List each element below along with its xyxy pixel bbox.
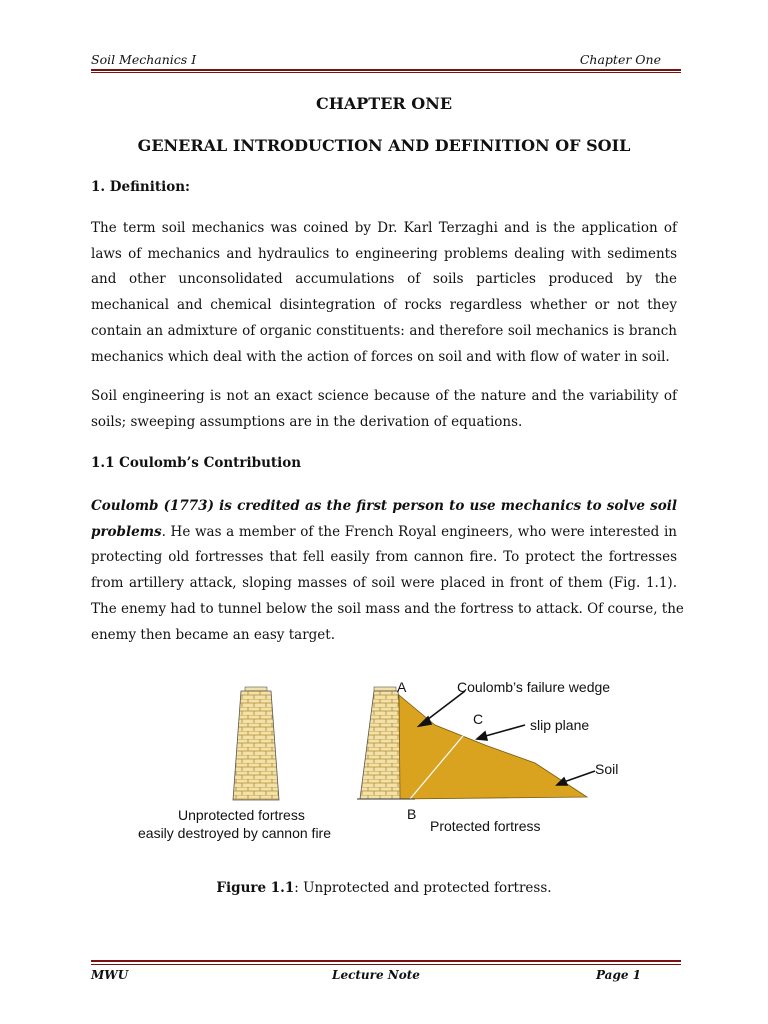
coulomb-paragraph	[91, 494, 684, 648]
footer-rule-thin	[91, 964, 681, 965]
text-line-emphasis: Coulomb (1773) is credited as the first person to use mechanics to solve soil	[91, 498, 677, 514]
text-line: The term soil mechanics was coined by Dr. Karl Terzaghi and is the application of	[91, 220, 677, 236]
text-line: from artillery attack, sloping masses of soil were placed in front of them (Fig. 1.1).	[91, 575, 677, 592]
text-line: mechanics which deal with the action of forces on soil and with flow of water in soil.	[91, 348, 670, 365]
protected-label: Protected fortress	[430, 818, 541, 834]
footer-page-number: Page 1	[595, 968, 641, 982]
figure-drawing	[125, 675, 645, 855]
point-b-label: B	[407, 806, 417, 822]
footer-rule	[91, 960, 681, 962]
header-rule-thin	[91, 72, 681, 73]
header-chapter: Chapter One	[579, 52, 661, 67]
point-a-label: A	[397, 679, 407, 695]
unprotected-label-1: Unprotected fortress	[178, 807, 305, 823]
emphasis-problems: problems	[91, 523, 162, 540]
slip-plane-label: slip plane	[530, 717, 590, 733]
page-header	[91, 52, 679, 68]
page-footer	[91, 968, 681, 984]
text-line: Soil engineering is not an exact science because of the nature and the variability of	[91, 388, 677, 404]
figure-caption-text: : Unprotected and protected fortress.	[294, 880, 552, 896]
text-line: and other unconsolidated accumulations of soils particles produced by the	[91, 271, 677, 288]
text-line	[91, 520, 677, 546]
header-course: Soil Mechanics I	[91, 52, 197, 67]
section-heading-coulomb: 1.1 Coulomb’s Contribution	[91, 455, 302, 471]
header-rule	[91, 69, 681, 71]
figure-fortress	[125, 675, 645, 855]
soil-engineering-paragraph	[91, 384, 677, 435]
soil-label: Soil	[595, 761, 619, 777]
text-line: contain an admixture of organic constituents: and therefore soil mechanics is branch	[91, 322, 677, 339]
footer-university: MWU	[91, 968, 129, 982]
figure-number: Figure 1.1	[216, 880, 295, 896]
text-line: soils; sweeping assumptions are in the derivation of equations.	[91, 413, 523, 430]
unprotected-fortress	[233, 687, 279, 800]
footer-doc-type: Lecture Note	[332, 968, 420, 982]
chapter-subtitle: GENERAL INTRODUCTION AND DEFINITION OF SOIL	[137, 136, 631, 155]
protected-fortress	[357, 687, 590, 799]
definition-paragraph	[91, 216, 677, 370]
text-line: protecting old fortresses that fell easily from cannon fire. To protect the fortresses	[91, 549, 677, 566]
failure-wedge-label: Coulomb’s failure wedge	[457, 679, 611, 695]
figure-caption	[0, 880, 768, 896]
unprotected-label-2: easily destroyed by cannon fire	[138, 825, 331, 841]
text-line: The enemy had to tunnel below the soil mass and the fortress to attack. Of course, the	[91, 600, 684, 617]
section-heading-definition: 1. Definition:	[91, 179, 191, 195]
point-c-label: C	[473, 711, 484, 727]
text-line: enemy then became an easy target.	[91, 626, 336, 643]
chapter-title: CHAPTER ONE	[315, 94, 453, 113]
text-line: laws of mechanics and hydraulics to engineering problems dealing with sediments	[91, 245, 677, 262]
text-line: mechanical and chemical disintegration of rocks regardless whether or not they	[91, 297, 677, 314]
text-fragment: . He was a member of the French Royal engineers, who were interested in	[161, 523, 677, 540]
